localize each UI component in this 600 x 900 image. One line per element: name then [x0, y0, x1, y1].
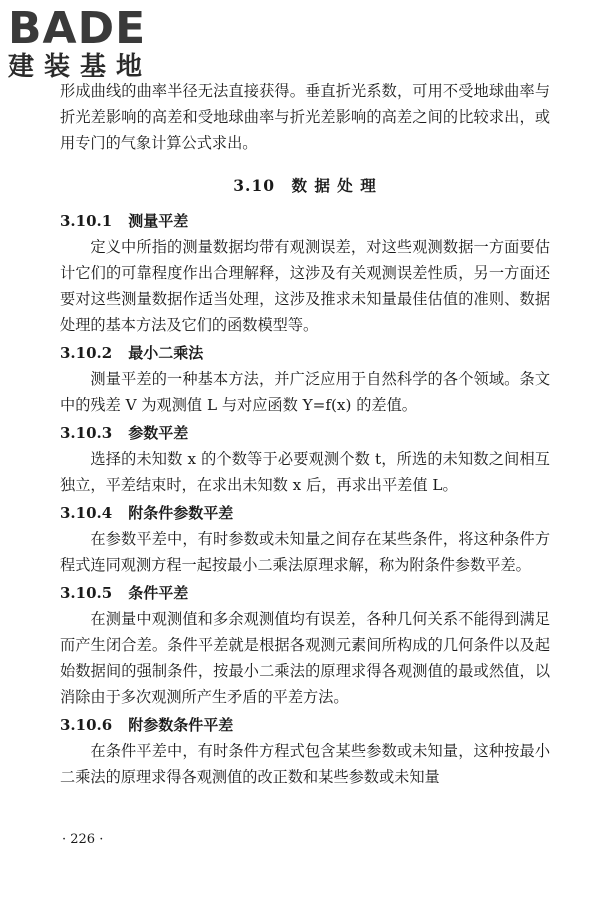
subsection-number: 3.10.3: [60, 424, 113, 442]
subsection-number: 3.10.4: [60, 504, 113, 522]
watermark-logo: [8, 3, 178, 82]
subsection-heading: [60, 340, 550, 366]
subsection-heading: [60, 580, 550, 606]
subsection-paragraph: 选择的未知数 x 的个数等于必要观测个数 t，所选的未知数之间相互独立，平差结束时，在求出未知数 x 后，再求出平差值 L。: [60, 450, 550, 494]
subsection-paragraph: 测量平差的一种基本方法，并广泛应用于自然科学的各个领域。条文中的残差 V 为观测值 L 与对应函数 Y=f(x) 的差值。: [60, 370, 550, 414]
subsection-title: 附条件参数平差: [128, 504, 234, 522]
subsection-number: 3.10.2: [60, 344, 113, 362]
subsection-title: 条件平差: [128, 584, 189, 602]
subsection-title: 最小二乘法: [128, 344, 204, 362]
subsection-paragraph: 定义中所指的测量数据均带有观测误差，对这些观测数据一方面要估计它们的可靠程度作出合理解释，这涉及有关观测误差性质，另一方面还要对这些测量数据作适当处理，这涉及推求未知量最佳估值的准则、数据处理的基本方法及它们的函数模型等。: [60, 238, 550, 334]
subsection-title: 参数平差: [128, 424, 189, 442]
subsection-heading: [60, 712, 550, 738]
page-number: · 226 ·: [62, 832, 104, 847]
subsection-heading: [60, 500, 550, 526]
subsection-number: 3.10.1: [60, 212, 113, 230]
subsection-title: 附参数条件平差: [128, 716, 234, 734]
intro-paragraph: 形成曲线的曲率半径无法直接获得。垂直折光系数，可用不受地球曲率与折光差影响的高差和受地球曲率与折光差影响的高差之间的比较求出，或用专门的气象计算公式求出。: [60, 82, 550, 152]
logo-subtitle: 建装基地: [8, 52, 153, 82]
section-title: 3.10 数 据 处 理: [233, 176, 377, 195]
subsection-paragraph: 在参数平差中，有时参数或未知量之间存在某些条件，将这种条件方程式连同观测方程一起按最小二乘法原理求解，称为附条件参数平差。: [60, 530, 550, 574]
page-content: [60, 78, 550, 790]
subsection-paragraph: 在测量中观测值和多余观测值均有误差，各种几何关系不能得到满足而产生闭合差。条件平差就是根据各观测元素间所构成的几何条件以及起始数据间的强制条件，按最小二乘法的原理求得各观测值的最或然值，以消除由于多次观测所产生矛盾的平差方法。: [60, 610, 550, 706]
subsection-number: 3.10.6: [60, 716, 113, 734]
subsection-heading: [60, 208, 550, 234]
subsection-heading: [60, 420, 550, 446]
subsection-number: 3.10.5: [60, 584, 113, 602]
subsection-paragraph: 在条件平差中，有时条件方程式包含某些参数或未知量，这种按最小二乘法的原理求得各观测值的改正数和某些参数或未知量: [60, 742, 550, 786]
logo-brand: BADE: [8, 3, 147, 54]
subsection-title: 测量平差: [128, 212, 189, 230]
